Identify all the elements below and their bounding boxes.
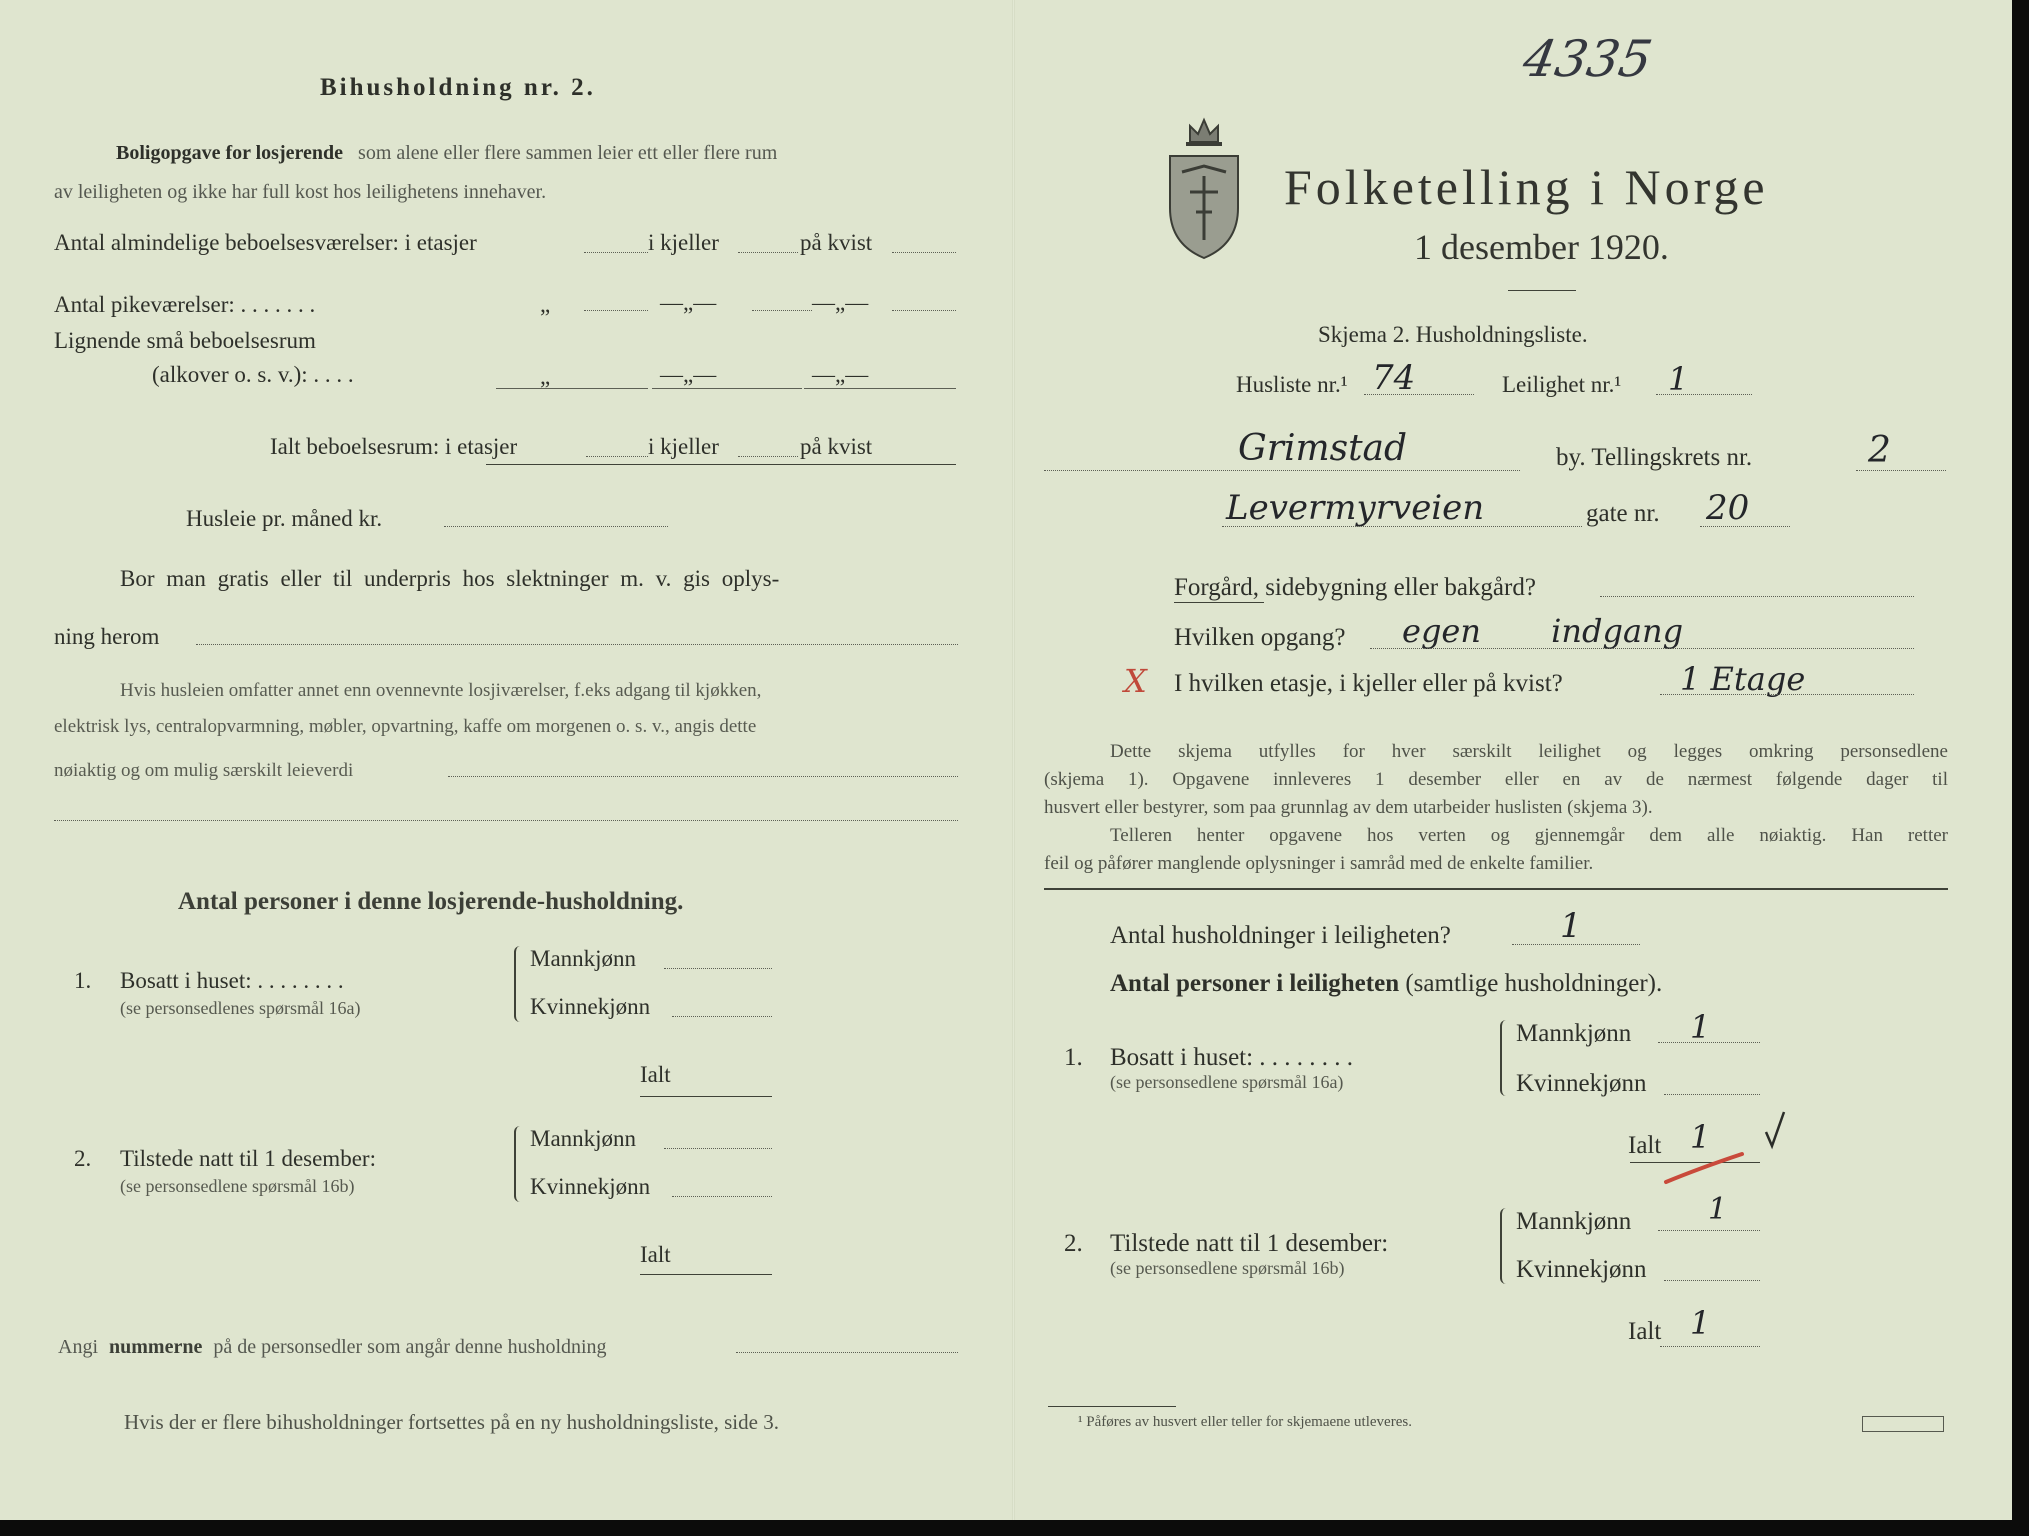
etasje-field[interactable] (1660, 694, 1914, 695)
right-q1-sub: (se personsedlene spørsmål 16a) (1110, 1072, 1344, 1092)
opgang-value: egen indgang (1402, 612, 1684, 650)
right-q1-kvinne-field[interactable] (1664, 1094, 1760, 1095)
total-underline (486, 464, 956, 465)
maid-kvist-field[interactable] (892, 310, 956, 311)
rooms-etasjer-field[interactable] (584, 252, 648, 253)
maid-kjeller-field[interactable] (752, 310, 812, 311)
left-q2-num: 2. (74, 1146, 92, 1171)
small-etasjer-field[interactable] (496, 388, 648, 389)
gratis-field[interactable] (196, 644, 958, 645)
small-rooms-label-2: (alkover o. s. v.): . . . . (152, 362, 354, 387)
gate-field[interactable] (1700, 526, 1790, 527)
maid-rooms-label: Antal pikeværelser: . . . . . . . (54, 292, 316, 317)
right-persons-heading (1110, 970, 1662, 998)
right-q1-kvinne-label: Kvinnekjønn (1516, 1070, 1647, 1097)
leieverdi-field-2[interactable] (54, 820, 958, 821)
opgang-label: Hvilken opgang? (1174, 624, 1346, 651)
ditto-mark-2: „ (540, 364, 551, 389)
left-q2-kvinne-label: Kvinnekjønn (530, 1174, 651, 1199)
husliste-field[interactable] (1364, 394, 1474, 395)
right-q1-ialt-value: 1 (1690, 1118, 1711, 1156)
right-q2-ialt-field[interactable] (1660, 1346, 1760, 1347)
total-etasjer-field[interactable] (586, 456, 648, 457)
rooms-kvist-field[interactable] (892, 252, 956, 253)
city-value: Grimstad (1238, 428, 1408, 469)
total-kjeller-label: i kjeller (648, 434, 719, 459)
printer-stamp (1862, 1416, 1944, 1432)
total-kjeller-field[interactable] (738, 456, 798, 457)
intro-line1 (116, 142, 777, 165)
left-q2-kvinne-field[interactable] (672, 1196, 772, 1197)
left-q1-ialt-label: Ialt (640, 1062, 671, 1087)
gratis-line2: ning herom (54, 624, 160, 649)
angi-line (58, 1336, 607, 1359)
footnote-rule (1048, 1406, 1176, 1407)
footnote: ¹ Påføres av husvert eller teller for skjemaene utleveres. (1078, 1414, 1412, 1430)
leieverdi-field[interactable] (448, 776, 958, 777)
red-check-mark-icon (1660, 1148, 1750, 1188)
left-q2-ialt-label: Ialt (640, 1242, 671, 1267)
opgang-field[interactable] (1370, 648, 1914, 649)
leilighet-value: 1 (1668, 360, 1689, 398)
small-rooms-label-1: Lignende små beboelsesrum (54, 328, 316, 353)
left-q2-ialt-field[interactable] (640, 1274, 772, 1275)
left-q1-ialt-field[interactable] (640, 1096, 772, 1097)
leilighet-label: Leilighet nr.¹ (1502, 372, 1622, 397)
left-q2-mann-label: Mannkjønn (530, 1126, 637, 1151)
intro-rest: som alene eller flere sammen leier ett eller flere rum (358, 142, 778, 164)
street-value: Levermyrveien (1226, 488, 1485, 528)
city-field[interactable] (1044, 470, 1520, 471)
small-kjeller-field[interactable] (652, 388, 802, 389)
persons-heading-bold: Antal personer i leiligheten (1110, 970, 1400, 997)
right-q2-ialt-label: Ialt (1628, 1318, 1662, 1345)
left-q2-label: Tilstede natt til 1 desember: (120, 1146, 376, 1171)
small-kvist-field[interactable] (804, 388, 956, 389)
left-q1-kvinne-label: Kvinnekjønn (530, 994, 651, 1019)
rent-label: Husleie pr. måned kr. (186, 506, 383, 531)
instructions-rule (1044, 888, 1948, 890)
ditto-dash-2: —„— (812, 290, 869, 315)
title-rule (1508, 290, 1576, 291)
gate-value: 20 (1706, 488, 1750, 528)
ditto-dash: —„— (660, 290, 717, 315)
hush-value: 1 (1560, 906, 1582, 946)
husliste-value: 74 (1372, 358, 1416, 398)
handwritten-number: 4335 (1518, 30, 1657, 88)
rooms-kjeller-field[interactable] (738, 252, 798, 253)
etasje-label: I hvilken etasje, i kjeller eller på kvist? (1174, 670, 1563, 697)
angi-pre: Angi (58, 1336, 98, 1358)
left-q1-kvinne-field[interactable] (672, 1016, 772, 1017)
left-q2-sub: (se personsedlene spørsmål 16b) (120, 1176, 355, 1196)
right-q2-brace (1500, 1208, 1512, 1284)
total-kvist-label: på kvist (800, 434, 873, 459)
left-footer: Hvis der er flere bihusholdninger fortsettes på en ny husholdningsliste, side 3. (124, 1410, 779, 1434)
right-q2-mann-value: 1 (1708, 1192, 1728, 1227)
husliste-label: Husliste nr.¹ (1236, 372, 1348, 397)
ditto-dash-4: —„— (812, 362, 869, 387)
angi-rest: på de personsedler som angår denne husholdning (213, 1336, 607, 1358)
right-q1-mann-field[interactable] (1658, 1042, 1760, 1043)
right-q2-mann-field[interactable] (1658, 1230, 1760, 1231)
rooms-label: Antal almindelige beboelsesværelser: i etasjer (54, 230, 477, 255)
left-q2-mann-field[interactable] (664, 1148, 772, 1149)
right-q2-mann-label: Mannkjønn (1516, 1208, 1632, 1235)
right-q2-kvinne-field[interactable] (1664, 1280, 1760, 1281)
right-q1-mann-value: 1 (1690, 1008, 1711, 1046)
rooms-kjeller-label: i kjeller (648, 230, 719, 255)
tick-mark-icon (1764, 1108, 1788, 1150)
leilighet-field[interactable] (1656, 394, 1752, 395)
intro-line2: av leiligheten og ikke har full kost hos leilighetens innehaver. (54, 181, 547, 203)
forgard-label: Forgård, sidebygning eller bakgård? (1174, 574, 1536, 601)
left-q1-mann-field[interactable] (664, 968, 772, 969)
gate-label: gate nr. (1586, 500, 1660, 527)
right-q2-num: 2. (1064, 1230, 1083, 1257)
right-q1-label: Bosatt i huset: . . . . . . . . (1110, 1044, 1354, 1071)
ditto-mark: „ (540, 292, 551, 317)
street-field[interactable] (1222, 526, 1582, 527)
forgard-underline (1174, 602, 1264, 603)
rooms-kvist-label: på kvist (800, 230, 873, 255)
instructions-line5: feil og påfører manglende oplysninger i samråd med de enkelte familier. (1044, 853, 1594, 874)
right-q2-kvinne-label: Kvinnekjønn (1516, 1256, 1647, 1283)
instructions-line4: Telleren henter opgavene hos verten og gjennemgår dem alle nøiaktig. Han retter (1110, 825, 1948, 846)
schema-label: Skjema 2. Husholdningsliste. (1318, 322, 1588, 347)
left-q1-brace (514, 946, 526, 1022)
left-persons-heading: Antal personer i denne losjerende-husholdning. (178, 888, 684, 915)
persons-heading-rest: (samtlige husholdninger). (1405, 970, 1663, 997)
left-q1-num: 1. (74, 968, 92, 993)
rent-para-line1: Hvis husleien omfatter annet enn ovennevnte losjiværelser, f.eks adgang til kjøkken, (120, 680, 762, 701)
left-q1-mann-label: Mannkjønn (530, 946, 637, 971)
intro-bold: Boligopgave for losjerende (116, 142, 344, 164)
right-title: Folketelling i Norge (1284, 159, 1769, 215)
right-q1-num: 1. (1064, 1044, 1083, 1071)
red-x-mark: X (1124, 662, 1147, 700)
hush-field[interactable] (1512, 944, 1640, 945)
total-rooms-label: Ialt beboelsesrum: i etasjer (270, 434, 518, 459)
left-q2-brace (514, 1126, 526, 1202)
instructions (1044, 738, 1948, 878)
instructions-line2: (skjema 1). Opgavene innleveres 1 desember eller en av de nærmest følgende dager til (1044, 769, 1948, 790)
right-q2-ialt-value: 1 (1690, 1304, 1711, 1342)
by-krets-label: by. Tellingskrets nr. (1556, 444, 1753, 471)
angi-bold: nummerne (109, 1336, 203, 1358)
instructions-line1: Dette skjema utfylles for hver særskilt leilighet og legges omkring personsedlene (1110, 741, 1948, 762)
rent-para-line2: elektrisk lys, centralopvarmning, møbler, opvartning, kaffe om morgenen o. s. v., angis dette (54, 716, 757, 737)
hush-label: Antal husholdninger i leiligheten? (1110, 922, 1451, 949)
left-q1-sub: (se personsedlenes spørsmål 16a) (120, 998, 361, 1018)
etasje-value: 1 Etage (1680, 660, 1806, 698)
right-q1-ialt-label: Ialt (1628, 1132, 1662, 1159)
ditto-dash-3: —„— (660, 362, 717, 387)
right-q1-mann-label: Mannkjønn (1516, 1020, 1632, 1047)
right-q2-sub: (se personsedlene spørsmål 16b) (1110, 1258, 1345, 1278)
angi-field[interactable] (736, 1352, 958, 1353)
gratis-line1: Bor man gratis eller til underpris hos slektninger m. v. gis oplys- (120, 566, 780, 591)
right-q1-brace (1500, 1020, 1512, 1096)
right-q2-label: Tilstede natt til 1 desember: (1110, 1230, 1389, 1257)
page-fold (1012, 0, 1015, 1520)
rent-para-line3: nøiaktig og om mulig særskilt leieverdi (54, 760, 354, 781)
forgard-field[interactable] (1600, 596, 1914, 597)
coat-of-arms-icon (1160, 112, 1248, 262)
right-date: 1 desember 1920. (1414, 227, 1669, 267)
left-q1-label: Bosatt i huset: . . . . . . . . (120, 968, 344, 993)
rent-field[interactable] (444, 526, 668, 527)
maid-etasjer-field[interactable] (584, 310, 648, 311)
left-title: Bihusholdning nr. 2. (320, 74, 596, 101)
instructions-line3: husvert eller bestyrer, som paa grunnlag av dem utarbeider huslisten (skjema 3). (1044, 797, 1653, 818)
krets-value: 2 (1868, 430, 1891, 471)
krets-field[interactable] (1856, 470, 1946, 471)
